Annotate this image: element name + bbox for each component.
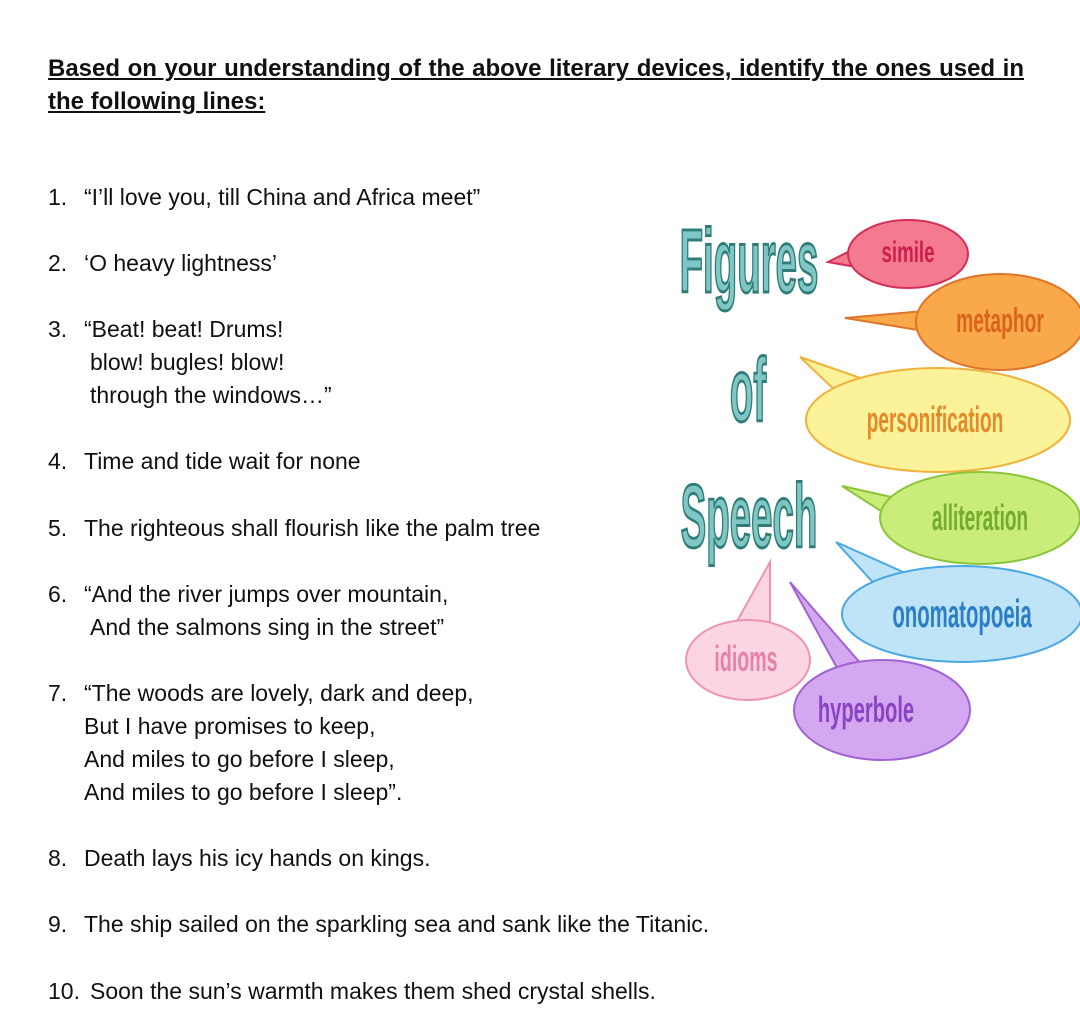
question-text: And miles to go before I sleep”. xyxy=(84,779,403,805)
question-text: Soon the sun’s warmth makes them shed crystal shells. xyxy=(90,978,656,1004)
question-text: But I have promises to keep, xyxy=(84,713,376,739)
question-7 xyxy=(48,677,474,809)
question-text: “And the river jumps over mountain, xyxy=(84,581,449,607)
figures-of-speech-illustration xyxy=(660,190,1080,780)
question-number: 10. xyxy=(48,978,80,1004)
question-number: 2. xyxy=(48,250,68,276)
question-text: “I’ll love you, till China and Africa meet” xyxy=(84,184,481,210)
title-figures xyxy=(680,210,819,311)
question-text: ‘O heavy lightness’ xyxy=(84,250,278,276)
bubble-label: onomatopoeia xyxy=(892,591,1032,636)
bubble-label: personification xyxy=(866,400,1004,441)
question-1 xyxy=(48,181,480,214)
bubble-label: hyperbole xyxy=(817,689,915,731)
question-number: 5. xyxy=(48,515,68,541)
title-word: Speech xyxy=(680,465,818,567)
question-text: The ship sailed on the sparkling sea and sank like the Titanic. xyxy=(84,911,710,937)
question-text: And the salmons sing in the street” xyxy=(90,614,445,640)
question-number: 6. xyxy=(48,581,68,607)
question-5 xyxy=(48,512,540,545)
question-number: 3. xyxy=(48,316,68,342)
bubble-alliteration xyxy=(842,472,1080,564)
question-number: 4. xyxy=(48,448,68,474)
question-2 xyxy=(48,247,277,280)
bubble-simile xyxy=(828,220,968,288)
question-number: 1. xyxy=(48,184,68,210)
title-of xyxy=(730,339,767,440)
title-speech xyxy=(681,465,818,566)
question-text: Time and tide wait for none xyxy=(84,448,361,474)
question-9 xyxy=(48,908,709,941)
title-word: of xyxy=(729,339,767,441)
title-word: Figures xyxy=(679,210,819,312)
question-text: “The woods are lovely, dark and deep, xyxy=(84,680,474,706)
bubble-metaphor xyxy=(845,274,1080,370)
bubble-label: alliteration xyxy=(931,498,1029,539)
question-text: Death lays his icy hands on kings. xyxy=(84,845,431,871)
bubble-personification xyxy=(800,357,1070,472)
question-number: 9. xyxy=(48,911,68,937)
question-4 xyxy=(48,445,361,478)
question-text: blow! bugles! blow! xyxy=(90,349,285,375)
question-3 xyxy=(48,313,332,412)
question-text: “Beat! beat! Drums! xyxy=(84,316,284,342)
question-text: through the windows…” xyxy=(90,382,332,408)
bubble-label: simile xyxy=(881,235,935,270)
question-8 xyxy=(48,842,430,875)
question-number: 7. xyxy=(48,680,68,706)
question-6 xyxy=(48,578,448,644)
question-text: And miles to go before I sleep, xyxy=(84,746,395,772)
instructions-heading: Based on your understanding of the above literary devices, identify the ones used in the following lines: xyxy=(48,55,1024,115)
bubble-label: metaphor xyxy=(956,301,1044,340)
question-10 xyxy=(48,975,656,1008)
question-number: 8. xyxy=(48,845,68,871)
question-text: The righteous shall flourish like the palm tree xyxy=(84,515,541,541)
bubble-label: idioms xyxy=(714,639,778,680)
